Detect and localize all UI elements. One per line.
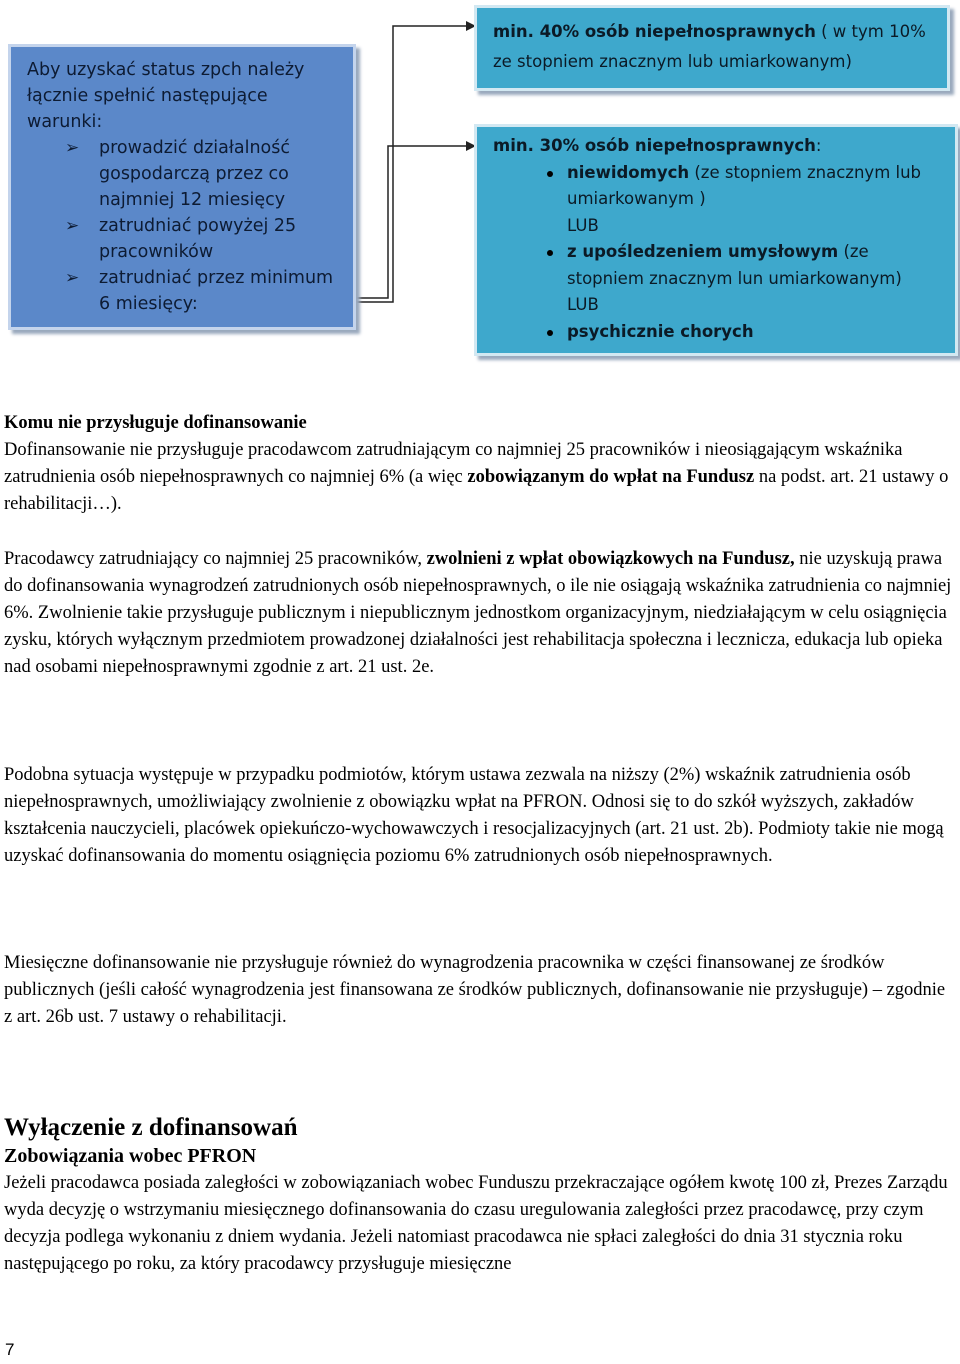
connector-to-bottom-box <box>356 146 468 298</box>
bullet-dot-icon <box>547 330 553 336</box>
paragraph-exempt-employers: Pracodawcy zatrudniający co najmniej 25 pracowników, zwolnieni z wpłat obowiązkowych na Fundusz, nie uzyskują prawa do dofinansowania wynagrodzeń zatrudnionych osób niepełnosprawnych, o ile nie osiągają wskaźnika zatrudnienia co najmniej 6%. Zwolnienie takie przysługuje publicznym i niepublicznym jednostkom organizacyjnym, niedziałającym w celu osiągnięcia zysku, których wyłącznym przedmiotem prowadzonej działalności jest rehabilitacja społeczna i lecznicza, edukacja lub opieka nad osobami niepełnosprawnymi zgodnie z art. 21 ust. 2e. <box>4 549 952 677</box>
arrow-bullet-icon: ➢ <box>65 216 80 236</box>
zpch-conditions-box <box>8 44 356 330</box>
option-40-title: min. 40% osób niepełnosprawnych <box>493 22 816 41</box>
option-30-item: LUB <box>567 215 599 235</box>
option-30-list <box>493 160 943 346</box>
option-30-percent-box: min. 30% osób niepełnosprawnych: niewidomych (ze stopniem znacznym lub umiarkowanym ) LUB z upośledzeniem umysłowym (ze stopniem znacznym lun umiarkowanym) LUB psychicznie chorych <box>474 124 958 356</box>
paragraph-lower-indicator: Podobna sytuacja występuje w przypadku podmiotów, którym ustawa zezwala na niższy (2%) wskaźnik zatrudnienia osób niepełnosprawnych, umożliwiający zwolnienie z obowiązku wpłat na PFRON. Odnosi się to do szkół wyższych, zakładów kształcenia nauczycieli, placówek opiekuńczo-wychowawczych i resocjalizacyjnych (art. 21 ust. 2b). Podmioty takie nie mogą uzyskać dofinansowania do momentu osiągnięcia poziomu 6% zatrudnionych osób niepełnosprawnych. <box>4 765 944 866</box>
option-30-item: niewidomych (ze stopniem znacznym lub umiarkowanym ) <box>533 160 943 213</box>
section-subheading: Zobowiązania wobec PFRON <box>4 1145 257 1167</box>
option-30-item: LUB <box>567 295 599 314</box>
arrow-bullet-icon: ➢ <box>65 268 80 288</box>
option-30-item: z upośledzeniem umysłowym (ze stopniem znacznym lun umiarkowanym) <box>533 239 943 292</box>
option-30-item: psychicznie chorych <box>533 319 943 346</box>
option-30-title: min. 30% osób niepełnosprawnych <box>493 136 816 155</box>
section-title: Wyłączenie z dofinansowań <box>4 1114 298 1141</box>
connector-to-top-box <box>356 26 468 302</box>
section-exclusions <box>4 1113 956 1278</box>
bullet-dot-icon <box>547 250 553 256</box>
section-no-subsidy <box>4 410 956 518</box>
conditions-intro: Aby uzyskać status zpch należy łącznie spełnić następujące warunki: <box>27 60 305 132</box>
condition-item: ➢ zatrudniać przez minimum 6 miesięcy: <box>65 265 339 317</box>
paragraph-public-funds: Miesięczne dofinansowanie nie przysługuje również do wynagrodzenia pracownika w części finansowanej ze środków publicznych (jeśli całość wynagrodzenia jest finansowana ze środków publicznych, dofinansowanie nie przysługuje) – zgodnie z art. 26b ust. 7 ustawy o rehabilitacji. <box>4 953 946 1027</box>
arrow-bullet-icon: ➢ <box>65 138 80 158</box>
condition-item: ➢ zatrudniać powyżej 25 pracowników <box>65 213 339 265</box>
option-40-detail: ( w tym 10% ze stopniem znacznym lub umiarkowanym) <box>493 22 926 71</box>
paragraph: Dofinansowanie nie przysługuje pracodawcom zatrudniającym co najmniej 25 pracowników i nieosiągającym wskaźnika zatrudnienia osób niepełnosprawnych co najmniej 6% (a więc zobowiązanym do wpłat na Fundusz na podst. art. 21 ustawy o rehabilitacji…). <box>4 440 949 514</box>
page-number: 7 <box>5 1340 15 1359</box>
bullet-dot-icon <box>547 171 553 177</box>
option-40-percent-box <box>474 5 950 91</box>
condition-item: ➢ prowadzić działalność gospodarczą przez co najmniej 12 miesięcy <box>65 135 339 213</box>
section-heading: Komu nie przysługuje dofinansowanie <box>4 413 307 433</box>
paragraph: Jeżeli pracodawca posiada zaległości w zobowiązaniach wobec Funduszu przekraczające ogółem kwotę 100 zł, Prezes Zarządu wyda decyzję o wstrzymaniu miesięcznego dofinansowania do czasu uregulowania zaległości przez pracodawcę, przy czym decyzja podlega wykonaniu z dniem wydania. Jeżeli natomiast pracodawca nie spłaci zaległości do dnia 31 stycznia roku następującego po roku, za który pracodawcy przysługuje miesięczne <box>4 1173 948 1274</box>
conditions-list <box>27 135 339 317</box>
